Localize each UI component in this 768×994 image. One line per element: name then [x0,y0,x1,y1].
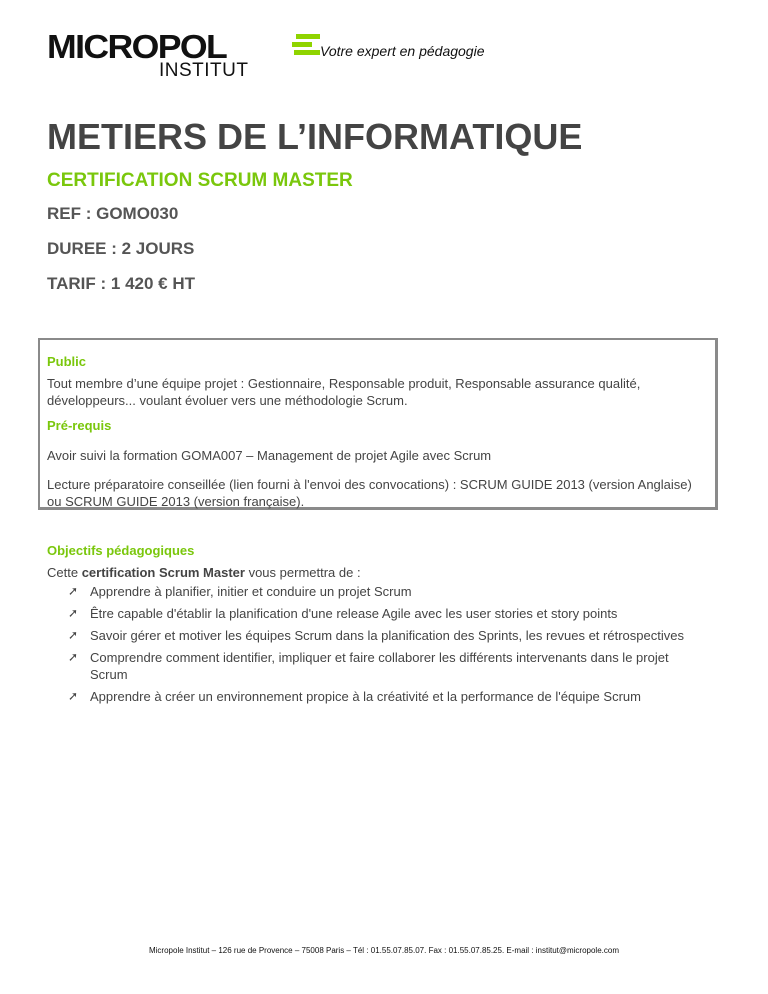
course-title: CERTIFICATION SCRUM MASTER [47,170,353,191]
duration: DUREE : 2 JOURS [47,239,195,258]
objectives-list [68,583,708,710]
list-item: ➚ Être capable d'établir la planification d'une release Agile avec les user stories et story points [68,606,618,621]
list-item: ➚ Comprendre comment identifier, impliquer et faire collaborer les différents intervenants dans le projet Scrum [68,650,669,682]
ref-code: REF : GOMO030 [47,204,179,223]
public-heading: Public [47,354,87,369]
page-title: METIERS DE L’INFORMATIQUE [47,116,583,157]
logo-institut: INSTITUT [159,60,249,81]
public-text: Tout membre d’une équipe projet : Gestionnaire, Responsable produit, Responsable assurance qualité, développeurs... voulant évoluer vers une méthodologie Scrum. [47,376,641,408]
arrow-northeast-icon: ➚ [68,584,79,598]
list-item: ➚ Savoir gérer et motiver les équipes Scrum dans la planification des Sprints, les revues et rétrospectives [68,628,684,643]
logo-e-bars [290,34,320,60]
price: TARIF : 1 420 € HT [47,274,195,293]
list-item: ➚ Apprendre à créer un environnement propice à la créativité et la performance de l'équipe Scrum [68,689,641,704]
arrow-northeast-icon: ➚ [68,689,79,703]
arrow-northeast-icon: ➚ [68,650,79,664]
tagline: Votre expert en pédagogie [320,43,485,59]
footer-contact: Micropole Institut – 126 rue de Provence – 75008 Paris – Tél : 01.55.07.85.07. Fax : 01.55.07.85.25. E-mail : institut@micropole.com [148,946,619,955]
list-item: ➚ Apprendre à planifier, initier et conduire un projet Scrum [68,584,412,599]
arrow-northeast-icon: ➚ [68,606,79,620]
prerequisites-text-2: Lecture préparatoire conseillée (lien fourni à l'envoi des convocations) : SCRUM GUIDE 2013 (version Anglaise) ou SCRUM GUIDE 2013 (version française). [47,477,692,509]
arrow-northeast-icon: ➚ [68,628,79,642]
objectives-intro: Cette certification Scrum Master vous permettra de : [47,565,361,580]
objectives-heading: Objectifs pédagogiques [47,543,195,558]
logo-wordmark: MICROPOL [47,28,227,65]
prerequisites-text-1: Avoir suivi la formation GOMA007 – Management de projet Agile avec Scrum [47,448,492,463]
prerequisites-heading: Pré-requis [47,418,112,433]
micropole-logo [47,28,249,81]
